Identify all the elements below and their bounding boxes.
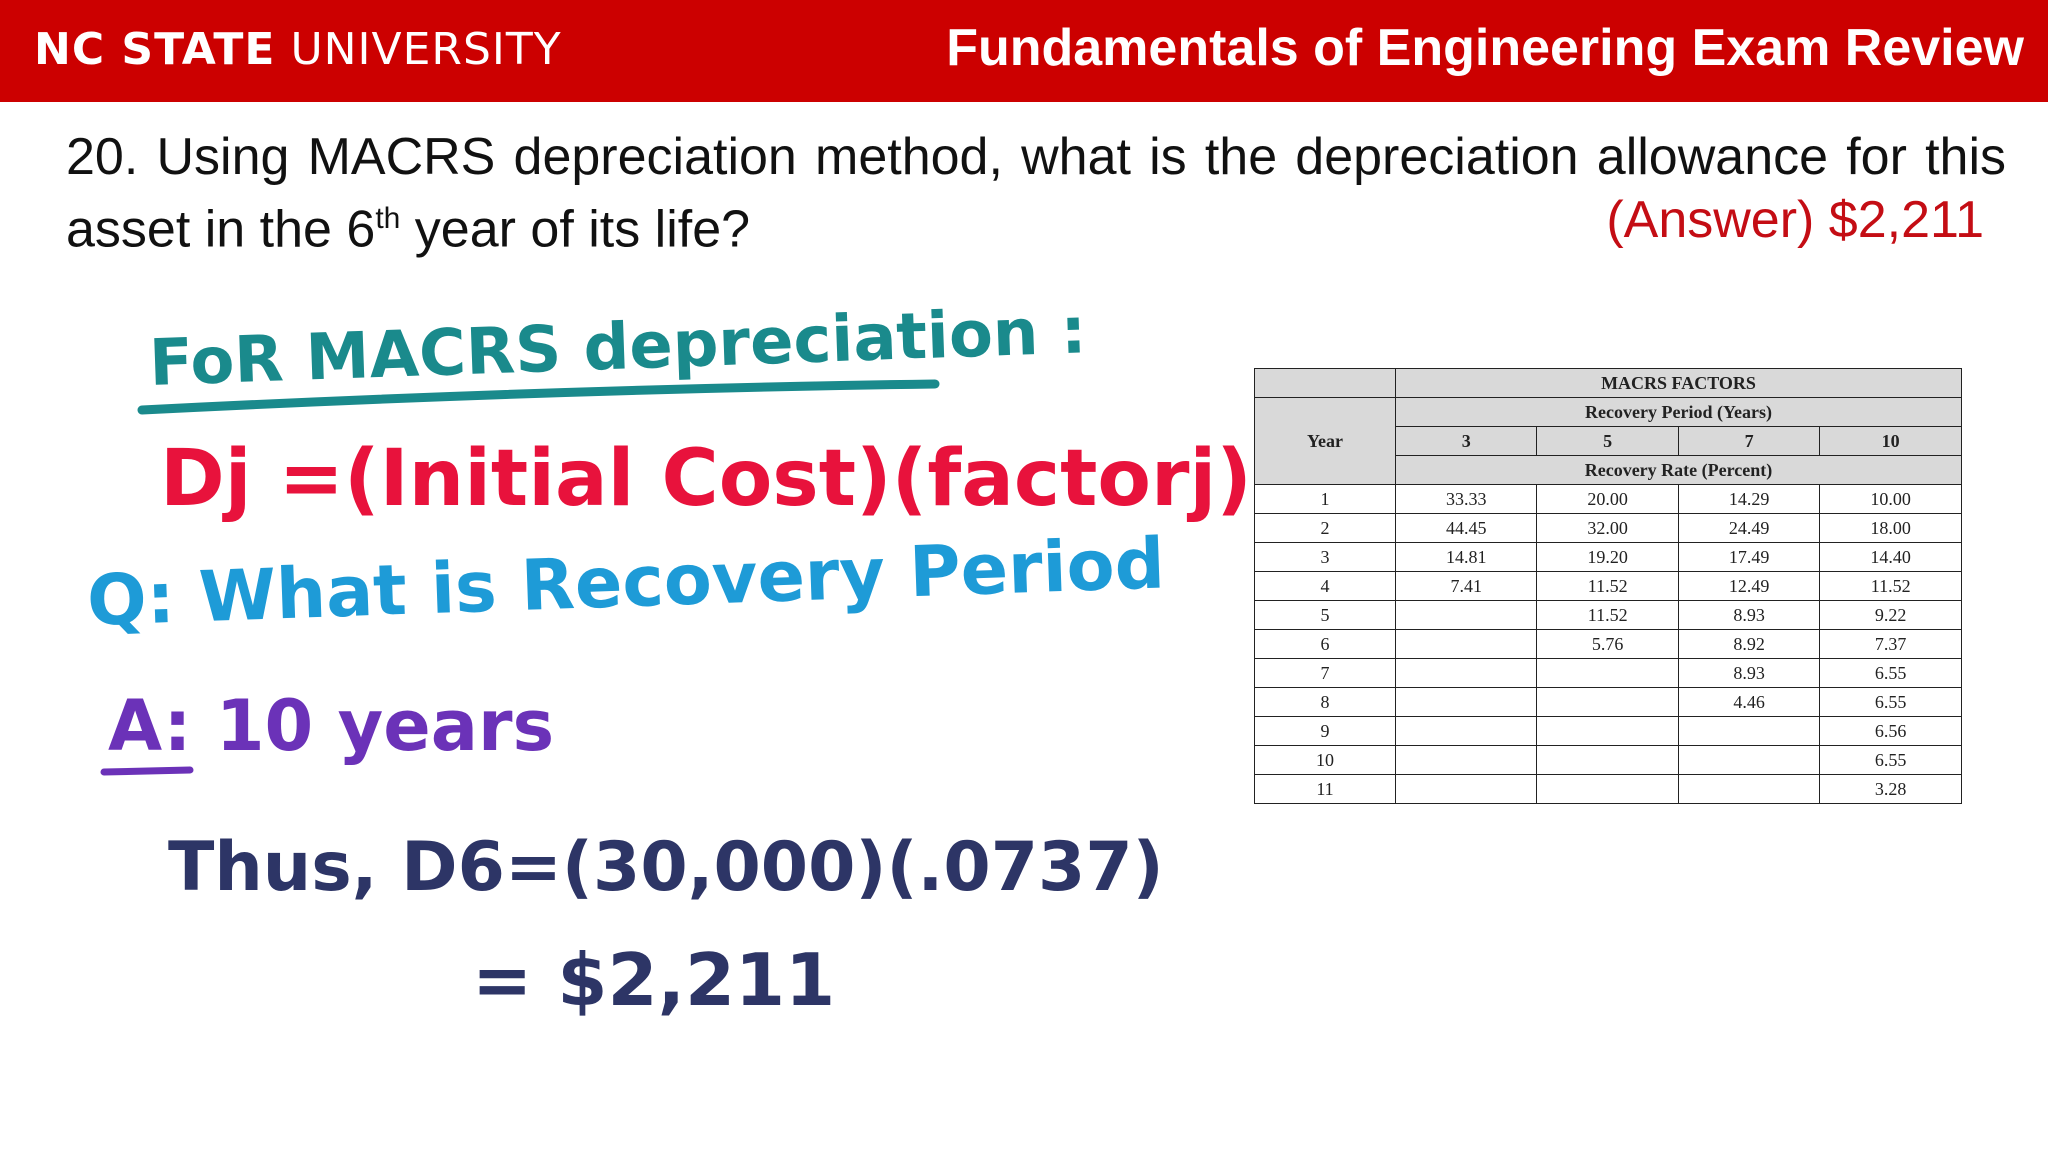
question-superscript: th bbox=[375, 202, 401, 235]
header-bar bbox=[0, 0, 2048, 102]
year-cell: 9 bbox=[1255, 717, 1396, 746]
table-title: MACRS FACTORS bbox=[1396, 369, 1962, 398]
table-row bbox=[1255, 659, 1962, 688]
table-row bbox=[1255, 601, 1962, 630]
rate-cell: 8.93 bbox=[1678, 659, 1819, 688]
year-cell: 1 bbox=[1255, 485, 1396, 514]
rate-cell bbox=[1396, 746, 1537, 775]
table-row bbox=[1255, 746, 1962, 775]
rate-cell: 20.00 bbox=[1537, 485, 1678, 514]
rate-cell: 3.28 bbox=[1820, 775, 1962, 804]
hw-answer-underline bbox=[104, 770, 190, 772]
rate-cell bbox=[1396, 717, 1537, 746]
rate-cell: 44.45 bbox=[1396, 514, 1537, 543]
rate-cell bbox=[1537, 746, 1678, 775]
period-header-7: 7 bbox=[1678, 427, 1819, 456]
rate-cell: 8.92 bbox=[1678, 630, 1819, 659]
rate-cell: 11.52 bbox=[1820, 572, 1962, 601]
rate-cell: 12.49 bbox=[1678, 572, 1819, 601]
recovery-period-header: Recovery Period (Years) bbox=[1396, 398, 1962, 427]
table-blank-corner bbox=[1255, 369, 1396, 398]
table-row bbox=[1255, 630, 1962, 659]
rate-cell: 11.52 bbox=[1537, 572, 1678, 601]
rate-cell: 33.33 bbox=[1396, 485, 1537, 514]
rate-cell bbox=[1396, 601, 1537, 630]
hw-question-line: Q: What is Recovery Period bbox=[85, 522, 1167, 642]
hw-thus-line: Thus, D6=(30,000)(.0737) bbox=[168, 828, 1164, 907]
rate-cell: 14.40 bbox=[1820, 543, 1962, 572]
rate-cell: 19.20 bbox=[1537, 543, 1678, 572]
question-text-before: 20. Using MACRS depreciation method, what is the depreciation allowance for this asset in the 6 bbox=[66, 128, 2006, 259]
table-body bbox=[1255, 485, 1962, 804]
year-header: Year bbox=[1255, 398, 1396, 485]
year-cell: 7 bbox=[1255, 659, 1396, 688]
year-cell: 6 bbox=[1255, 630, 1396, 659]
question-text-after: year of its life? bbox=[400, 200, 751, 259]
year-cell: 2 bbox=[1255, 514, 1396, 543]
rate-cell: 10.00 bbox=[1820, 485, 1962, 514]
period-header-10: 10 bbox=[1820, 427, 1962, 456]
macrs-table-container bbox=[1254, 368, 1962, 804]
rate-cell: 7.41 bbox=[1396, 572, 1537, 601]
logo-bold-text: NC STATE bbox=[34, 24, 276, 75]
year-cell: 5 bbox=[1255, 601, 1396, 630]
rate-cell: 6.55 bbox=[1820, 746, 1962, 775]
year-cell: 11 bbox=[1255, 775, 1396, 804]
logo-light-text: UNIVERSITY bbox=[290, 24, 562, 75]
rate-cell: 18.00 bbox=[1820, 514, 1962, 543]
recovery-rate-header: Recovery Rate (Percent) bbox=[1396, 456, 1962, 485]
rate-cell bbox=[1396, 659, 1537, 688]
rate-cell bbox=[1537, 717, 1678, 746]
university-logo bbox=[34, 24, 562, 75]
year-cell: 4 bbox=[1255, 572, 1396, 601]
table-row bbox=[1255, 775, 1962, 804]
rate-cell: 11.52 bbox=[1537, 601, 1678, 630]
table-row bbox=[1255, 572, 1962, 601]
period-header-3: 3 bbox=[1396, 427, 1537, 456]
rate-cell: 6.55 bbox=[1820, 659, 1962, 688]
table-row bbox=[1255, 717, 1962, 746]
rate-cell bbox=[1396, 688, 1537, 717]
rate-cell: 17.49 bbox=[1678, 543, 1819, 572]
hw-result-line: = $2,211 bbox=[472, 938, 836, 1022]
year-cell: 3 bbox=[1255, 543, 1396, 572]
rate-cell bbox=[1678, 746, 1819, 775]
hw-formula: Dj =(Initial Cost)(factorj) bbox=[160, 434, 1252, 524]
rate-cell bbox=[1537, 659, 1678, 688]
table-row bbox=[1255, 485, 1962, 514]
rate-cell: 24.49 bbox=[1678, 514, 1819, 543]
rate-cell: 8.93 bbox=[1678, 601, 1819, 630]
rate-cell: 5.76 bbox=[1537, 630, 1678, 659]
macrs-factors-table bbox=[1254, 368, 1962, 804]
rate-cell bbox=[1678, 717, 1819, 746]
hw-heading: FoR MACRS depreciation : bbox=[147, 294, 1088, 401]
handwritten-solution bbox=[0, 280, 1252, 1040]
table-row bbox=[1255, 543, 1962, 572]
rate-cell: 4.46 bbox=[1678, 688, 1819, 717]
rate-cell: 14.81 bbox=[1396, 543, 1537, 572]
table-row bbox=[1255, 514, 1962, 543]
year-cell: 8 bbox=[1255, 688, 1396, 717]
hw-answer-line: A: 10 years bbox=[108, 685, 555, 767]
course-title: Fundamentals of Engineering Exam Review bbox=[946, 19, 2024, 77]
rate-cell bbox=[1396, 630, 1537, 659]
rate-cell: 14.29 bbox=[1678, 485, 1819, 514]
year-cell: 10 bbox=[1255, 746, 1396, 775]
rate-cell: 7.37 bbox=[1820, 630, 1962, 659]
table-row bbox=[1255, 688, 1962, 717]
rate-cell: 32.00 bbox=[1537, 514, 1678, 543]
rate-cell bbox=[1678, 775, 1819, 804]
period-header-5: 5 bbox=[1537, 427, 1678, 456]
rate-cell bbox=[1537, 688, 1678, 717]
rate-cell: 6.56 bbox=[1820, 717, 1962, 746]
rate-cell: 6.55 bbox=[1820, 688, 1962, 717]
rate-cell bbox=[1396, 775, 1537, 804]
rate-cell: 9.22 bbox=[1820, 601, 1962, 630]
rate-cell bbox=[1537, 775, 1678, 804]
answer-text: (Answer) $2,211 bbox=[1606, 191, 1984, 249]
